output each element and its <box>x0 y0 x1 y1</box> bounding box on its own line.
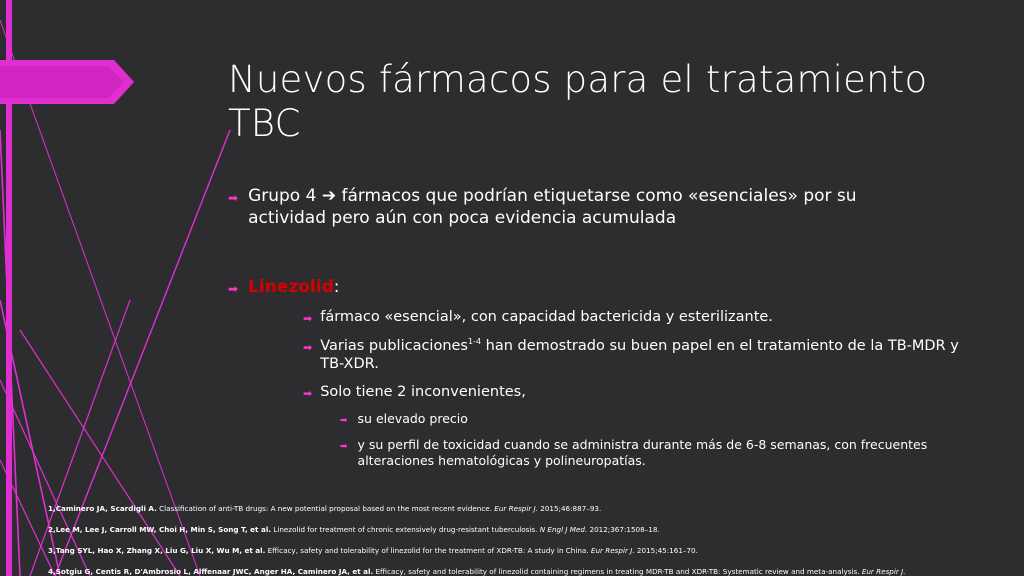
reference-journal: N Engl J Med. <box>539 525 588 534</box>
reference-authors: 3,Tang SYL, Hao X, Zhang X, Liu G, Liu X, Wu M, et al. <box>48 546 266 555</box>
sub-bullet-inconvenientes <box>303 383 963 403</box>
sub-sub-bullet-toxicidad <box>340 437 940 469</box>
reference-item <box>48 567 906 576</box>
arrow-bullet-icon: ➡ <box>303 312 313 325</box>
citation-superscript: 1-4 <box>468 337 482 347</box>
reference-journal: Eur Respir J. <box>861 567 906 576</box>
linezolid-colon: : <box>333 277 340 297</box>
reference-title: Linezolid for treatment of chronic extensively drug-resistant tuberculosis. <box>271 525 540 534</box>
reference-title: Efficacy, safety and tolerability of linezolid for the treatment of XDR-TB: A study in China. <box>265 546 591 555</box>
bullet-linezolid <box>228 276 938 300</box>
bullet-grupo4 <box>228 185 938 229</box>
sub-sub-bullet-toxicidad-text: y su perfil de toxicidad cuando se administra durante más de 6-8 semanas, con frecuentes alteraciones hematológicas y polineuropatías. <box>357 437 928 468</box>
publicaciones-text-end: han demostrado su buen papel en el tratamiento de la TB-MDR y TB-XDR. <box>320 338 959 372</box>
slide-title: Nuevos fármacos para el tratamiento TBC <box>228 58 928 145</box>
reference-title: Efficacy, safety and tolerability of linezolid containing regimens in treating MDR-TB and XDR-TB: Systematic review and meta-analysis. <box>373 567 862 576</box>
reference-journal: Eur Respir J. <box>494 504 538 513</box>
bullet-grupo4-text: Grupo 4 ➔ fármacos que podrían etiquetarse como «esenciales» por su actividad pero aún con poca evidencia acumulada <box>248 186 857 228</box>
publicaciones-text-start: Varias publicaciones <box>320 338 468 354</box>
reference-citation: 2015;45:161–70. <box>634 546 698 555</box>
sub-bullet-esencial <box>303 308 963 328</box>
deco-line <box>30 300 130 576</box>
reference-journal: Eur Respir J. <box>590 546 635 555</box>
arrow-bullet-icon: ➡ <box>228 282 239 296</box>
reference-item <box>48 525 660 534</box>
reference-citation: 2015;46:887–93. <box>537 504 602 513</box>
arrow-bullet-icon: ➡ <box>303 341 313 354</box>
arrow-bullet-icon: ➡ <box>303 387 313 400</box>
arrow-bullet-icon: ➡ <box>340 442 348 452</box>
reference-authors: 4,Sotgiu G, Centis R, D'Ambrosio L, Alffenaar JWC, Anger HA, Caminero JA, et al. <box>48 567 374 576</box>
reference-authors: 2,Lee M, Lee J, Carroll MW, Choi H, Min S, Song T, et al. <box>48 525 272 534</box>
reference-item <box>48 546 698 555</box>
header-accent-arrow-inner <box>0 66 124 98</box>
sub-sub-bullet-precio <box>340 411 960 429</box>
arrow-bullet-icon: ➡ <box>228 191 239 205</box>
reference-item <box>48 504 601 513</box>
reference-citation: 2012;367:1508–18. <box>587 525 660 534</box>
sub-bullet-publicaciones <box>303 337 963 373</box>
sub-sub-bullet-precio-text: su elevado precio <box>357 411 468 426</box>
reference-authors: 1,Caminero JA, Scardigli A. <box>48 504 157 513</box>
sub-bullet-inconvenientes-text: Solo tiene 2 inconvenientes, <box>320 384 526 400</box>
sub-bullet-esencial-text: fármaco «esencial», con capacidad bactericida y esterilizante. <box>320 309 773 325</box>
arrow-bullet-icon: ➡ <box>340 416 348 426</box>
linezolid-label: Linezolid <box>248 277 334 297</box>
reference-title: Classification of anti-TB drugs: A new potential proposal based on the most recent evidence. <box>156 504 495 513</box>
